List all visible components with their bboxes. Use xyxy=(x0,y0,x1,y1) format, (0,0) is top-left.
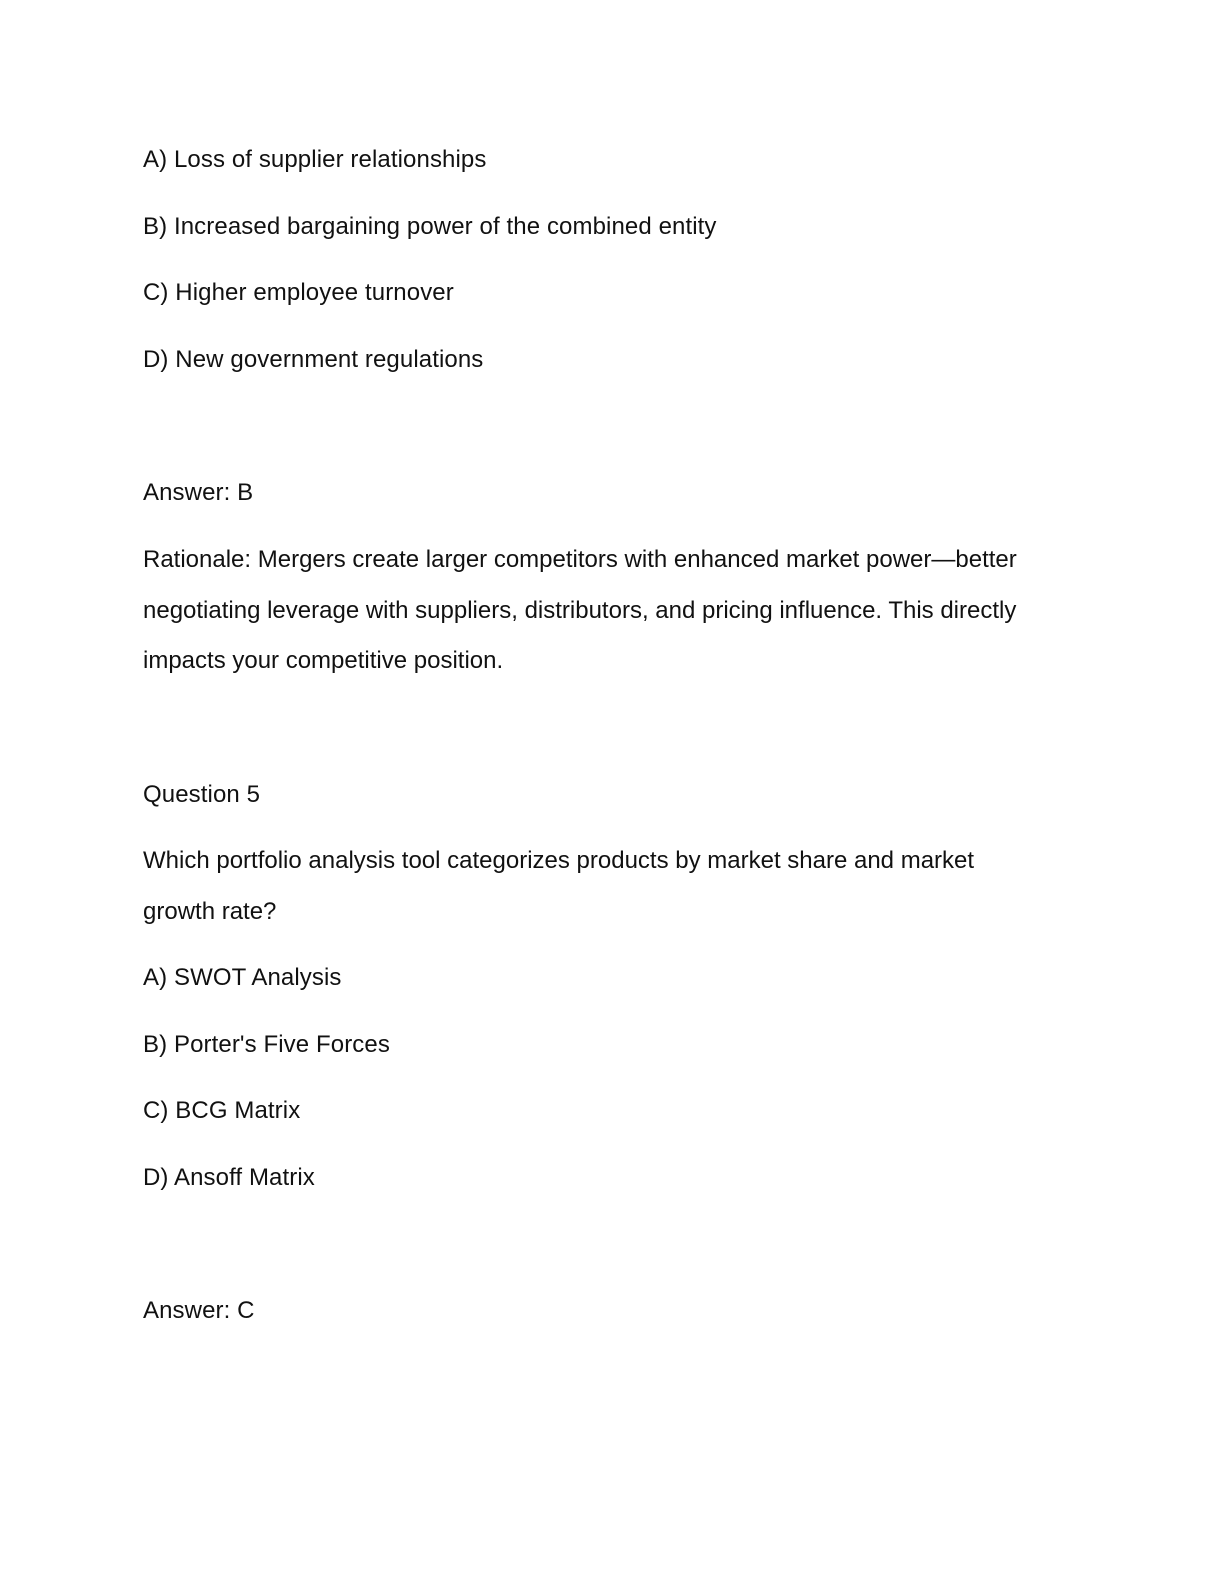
q5-option-c: C) BCG Matrix xyxy=(143,1097,301,1124)
q4-rationale: Rationale: Mergers create larger competitors with enhanced market power—better negotiating leverage with suppliers, distributors, and pricing influence. This directly impacts your competitive position. xyxy=(143,546,1017,674)
q5-option-d: D) Ansoff Matrix xyxy=(143,1164,315,1191)
q4-option-b: B) Increased bargaining power of the combined entity xyxy=(143,213,717,240)
q4-option-a: A) Loss of supplier relationships xyxy=(143,146,487,173)
q4-option-c: C) Higher employee turnover xyxy=(143,279,454,306)
q5-option-b: B) Porter's Five Forces xyxy=(143,1031,390,1058)
q5-prompt: Which portfolio analysis tool categorizes products by market share and market growth rate? xyxy=(143,847,975,925)
q5-heading: Question 5 xyxy=(143,781,261,808)
q4-answer: Answer: B xyxy=(143,479,254,506)
q5-answer: Answer: C xyxy=(143,1297,255,1324)
q4-option-d: D) New government regulations xyxy=(143,346,484,373)
q5-option-a: A) SWOT Analysis xyxy=(143,964,342,991)
